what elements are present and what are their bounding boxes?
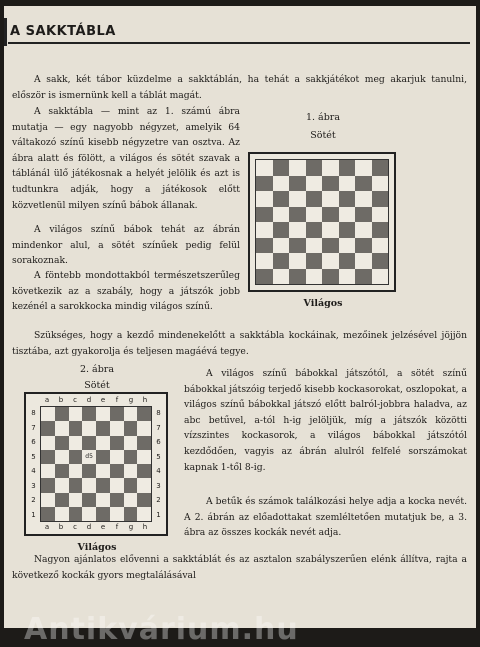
board-square (110, 507, 124, 521)
diagram2-number: 2. ábra (79, 364, 115, 375)
board-square (41, 493, 55, 507)
board-square (96, 407, 110, 421)
board-square (124, 464, 138, 478)
board-square (41, 450, 55, 464)
paragraph-intro: A sakk, két tábor küzdelme a sakktáblán, ha tehát a sakkjátékot meg akarjuk tanulni, először is ismernünk kell a táblát magát. (12, 74, 467, 101)
board-square (339, 253, 356, 269)
board-square (55, 493, 69, 507)
paragraph-files-ranks: A világos színű bábokkal játszótól, a sötét színű bábokkal játszóig terjedő kisebb kockasorokat, oszlopokat, a világos színű bábokkal játszó előtt balról-jobbra haladva, az abc betűvel, a-tól h-ig jelöljük, míg a játszók közötti vízszintes kockasorok, a világos bábokkal játszótól kezdődően, vagyis az ábrán alulról felfelé sorszámokat kapnak 1-től 8-ig. (184, 368, 467, 473)
board-square (55, 407, 69, 421)
board-square (322, 222, 339, 238)
paragraph-board-description: A sakktábla — mint az 1. számú ábra mutatja — egy nagyobb négyzet, amelyik 64 váltakozó színű kisebb négyzetre van osztva. Az ábra alatt és fölött, a világos és sötét szavak a táblánál ülő játékosnak a helyét jelölik és azt is tudtunkra adják, hogy a játékosok előtt közvetlenül milyen színű bábok állanak. (12, 106, 240, 211)
rank-label: 3 (156, 481, 161, 490)
paragraph-practice: Nagyon ajánlatos elővenni a sakktáblát és az asztalon szabályszerűen elénk állítva, rajta a következő kockák gyors megtalálásával (12, 554, 467, 581)
board-square (41, 478, 55, 492)
file-label: a (44, 396, 50, 404)
board-square (256, 222, 273, 238)
board-square (137, 436, 151, 450)
board-square (41, 421, 55, 435)
board-square (322, 253, 339, 269)
watermark-logo: Antikvárium.hu (24, 612, 299, 647)
board-square (55, 464, 69, 478)
file-label: c (73, 523, 77, 531)
board-square (372, 207, 389, 223)
paragraph-piece-placement: A világos színű bábok tehát az ábrán mindenkor alul, a sötét színűek pedig felül sorakoznak. (12, 224, 240, 267)
file-label: h (142, 396, 148, 404)
board-square (124, 407, 138, 421)
board-square (110, 421, 124, 435)
board-square (322, 269, 339, 285)
board-square (124, 450, 138, 464)
file-label: g (128, 396, 134, 404)
board-square (322, 160, 339, 176)
chessboard-grid-2 (40, 406, 152, 522)
board-square (322, 207, 339, 223)
board-square (69, 464, 83, 478)
board-square (355, 222, 372, 238)
board-square (110, 493, 124, 507)
paragraph-square-names: A betűk és számok találkozási helye adja a kocka nevét. A 2. ábrán az előadottakat szemléltetően mutatjuk be, a 3. ábra az összes kockák nevét adja. (184, 496, 467, 539)
board-square (372, 269, 389, 285)
board-square (339, 160, 356, 176)
board-square (137, 407, 151, 421)
board-square (69, 493, 83, 507)
board-square (273, 222, 290, 238)
board-square (289, 269, 306, 285)
board-square (137, 493, 151, 507)
board-square (306, 253, 323, 269)
board-square (372, 176, 389, 192)
board-square (55, 478, 69, 492)
board-square (355, 176, 372, 192)
rank-label: 8 (31, 409, 36, 417)
board-square (256, 269, 273, 285)
board-square (82, 421, 96, 435)
board-square (96, 450, 110, 464)
board-square (355, 238, 372, 254)
board-square (339, 191, 356, 207)
file-label: d (86, 523, 92, 531)
board-square (124, 436, 138, 450)
board-square (110, 464, 124, 478)
file-label: d (86, 396, 92, 404)
board-square (124, 421, 138, 435)
diagram1-top-label: Sötét (310, 130, 336, 141)
board-square (289, 191, 306, 207)
board-square (306, 238, 323, 254)
board-square (41, 436, 55, 450)
board-square (96, 464, 110, 478)
board-square (322, 176, 339, 192)
chessboard-diagram-1 (248, 152, 396, 292)
board-square (355, 207, 372, 223)
board-square (289, 222, 306, 238)
board-square (273, 269, 290, 285)
board-square (82, 507, 96, 521)
board-square (339, 176, 356, 192)
board-square (96, 421, 110, 435)
diagram2-top-label: Sötét (84, 380, 110, 391)
board-square (273, 176, 290, 192)
board-square (306, 160, 323, 176)
board-square (55, 507, 69, 521)
board-square (69, 421, 83, 435)
board-square (339, 207, 356, 223)
board-square (339, 222, 356, 238)
board-square (306, 269, 323, 285)
board-square (96, 507, 110, 521)
board-square (69, 450, 83, 464)
board-square (289, 160, 306, 176)
board-square (372, 191, 389, 207)
board-square (256, 176, 273, 192)
file-label: e (100, 396, 106, 404)
diagram2-bottom-label: Világos (77, 542, 117, 553)
chessboard-diagram-2 (24, 392, 168, 536)
diagram1-number: 1. ábra (305, 112, 341, 123)
file-label: f (115, 396, 119, 404)
board-square (55, 421, 69, 435)
board-square (372, 238, 389, 254)
board-square (137, 507, 151, 521)
board-square (339, 269, 356, 285)
paragraph-square-notation: Szükséges, hogy a kezdő mindenekelőtt a sakktábla kockáinak, mezőinek jelzésével jöjjön tisztába, azt gyakorolja és teljesen magáévá tegye. (12, 330, 467, 357)
board-square (289, 253, 306, 269)
board-square (82, 464, 96, 478)
board-square (41, 464, 55, 478)
board-square (256, 160, 273, 176)
board-square (41, 407, 55, 421)
marked-square: d5 (82, 450, 96, 464)
rank-label: 7 (156, 423, 161, 432)
board-square (96, 436, 110, 450)
rank-label: 6 (156, 438, 161, 446)
rank-label: 2 (31, 496, 36, 504)
board-square (372, 222, 389, 238)
file-label: b (58, 396, 64, 404)
board-square (55, 450, 69, 464)
board-square (110, 478, 124, 492)
rank-label: 5 (31, 452, 36, 461)
rank-label: 1 (31, 510, 36, 519)
board-square (306, 207, 323, 223)
diagram1-bottom-label: Világos (303, 298, 343, 309)
board-square (273, 191, 290, 207)
board-square (256, 207, 273, 223)
chapter-marker (4, 18, 7, 46)
rank-label: 4 (31, 467, 36, 475)
header-rule (8, 42, 470, 44)
board-square (306, 222, 323, 238)
board-square (69, 507, 83, 521)
file-label: a (44, 523, 50, 531)
board-square (322, 238, 339, 254)
rank-label: 8 (156, 409, 161, 417)
board-square (110, 450, 124, 464)
board-square (69, 436, 83, 450)
book-page (4, 6, 476, 647)
rank-label: 4 (156, 467, 161, 475)
board-square (289, 238, 306, 254)
board-square (82, 478, 96, 492)
rank-label: 1 (156, 510, 161, 519)
rank-label: 3 (31, 481, 36, 490)
rank-label: 2 (156, 496, 161, 504)
board-square (96, 493, 110, 507)
board-square (256, 191, 273, 207)
board-square (273, 207, 290, 223)
board-square (289, 176, 306, 192)
board-square (82, 436, 96, 450)
board-square (82, 493, 96, 507)
board-square (355, 253, 372, 269)
file-label: c (73, 396, 77, 404)
board-square (124, 507, 138, 521)
rank-label: 6 (31, 438, 36, 446)
board-square (273, 238, 290, 254)
board-square (110, 407, 124, 421)
board-square (273, 160, 290, 176)
board-square (372, 253, 389, 269)
board-square (110, 436, 124, 450)
board-square (306, 176, 323, 192)
board-square (137, 421, 151, 435)
board-square (124, 478, 138, 492)
board-square (273, 253, 290, 269)
chapter-title: A SAKKTÁBLA (10, 24, 116, 39)
board-square (355, 160, 372, 176)
board-square (256, 238, 273, 254)
board-square (69, 478, 83, 492)
board-square (289, 207, 306, 223)
board-square (372, 160, 389, 176)
file-label: f (115, 523, 119, 531)
board-square (339, 238, 356, 254)
board-square (124, 493, 138, 507)
board-square (55, 436, 69, 450)
board-square (41, 507, 55, 521)
board-square (82, 407, 96, 421)
chessboard-grid-1 (255, 159, 389, 285)
board-square (69, 407, 83, 421)
board-square (322, 191, 339, 207)
file-label: h (142, 523, 148, 531)
rank-label: 5 (156, 452, 161, 461)
board-square (137, 450, 151, 464)
board-square (137, 478, 151, 492)
board-square (355, 269, 372, 285)
paragraph-corner-rule: A föntebb mondottakból természetszerűleg következik az a szabály, hogy a játszók jobb kezénél a sarokkocka mindig világos színű. (12, 270, 240, 313)
board-square (256, 253, 273, 269)
file-label: b (58, 523, 64, 531)
board-square (96, 478, 110, 492)
rank-label: 7 (31, 423, 36, 432)
file-label: g (128, 523, 134, 531)
file-label: e (100, 523, 106, 531)
board-square (137, 464, 151, 478)
board-square (355, 191, 372, 207)
board-square (306, 191, 323, 207)
